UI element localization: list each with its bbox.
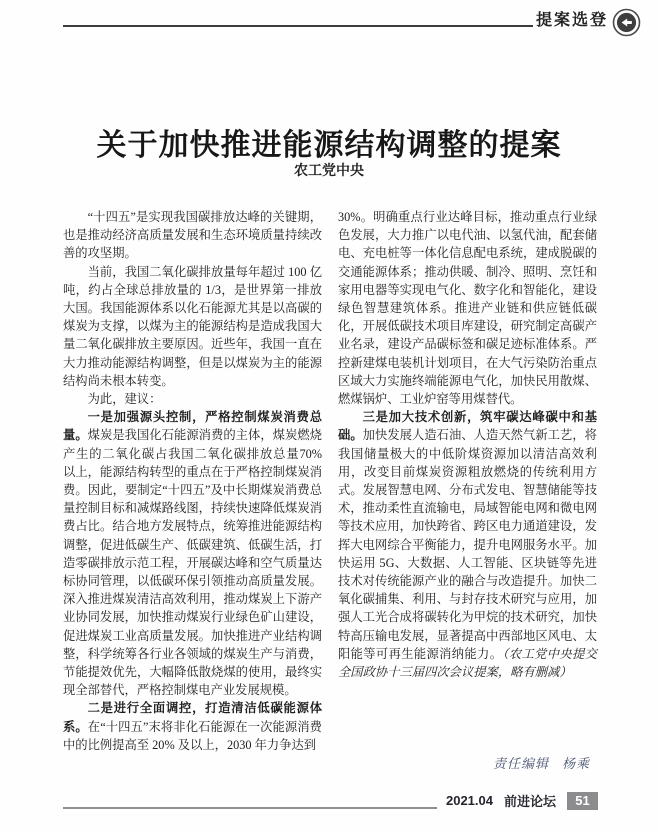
paragraph — [63, 263, 322, 390]
author: 农工党中央 — [294, 162, 364, 178]
footer-issue: 2021.04 — [445, 793, 493, 808]
paragraph — [63, 408, 322, 699]
page-title: 关于加快推进能源结构调整的提案 — [96, 129, 562, 163]
paragraph-text: 加快发展人造石油、人造天然气新工艺，将我国储量极大的中低阶煤资源加以清洁高效利用，改变目前煤炭资源粗放燃烧的传统利用方式。发展智慧电网、分布式发电、智慧储能等技术，推动柔性直流输电，局域智能电网和微电网等技术应用，加快跨省、跨区电力通道建设，发挥大电网综合平衡能力，提升电网服务水平。加快运用 5G、大数据、人工智能、区块链等先进技术对传统能源产业的融合与改造提升。加快二氧化碳捕集、利用、与封存技术研究与应用，加强人工光合成将碳转化为甲烷的技术研究，加快特高压输电发展，显著提高中西部地区风电、太阳能等可再生能源消纳能力。 — [338, 428, 597, 661]
editor-label: 责任编辑 — [492, 756, 549, 771]
paragraph-lead: 一是加强源头控制，严格控制煤炭消费总量。 — [63, 410, 322, 443]
footer — [437, 791, 598, 810]
header-rule — [63, 25, 533, 27]
footer-journal: 前进论坛 — [503, 794, 556, 809]
paragraph — [63, 390, 322, 408]
paragraph-text: 为此，建议： — [87, 392, 162, 407]
footer-rule — [63, 807, 437, 809]
section-label: 提案选登 — [536, 12, 609, 29]
body-column-right — [338, 208, 597, 681]
circled-left-arrow-icon — [612, 8, 641, 37]
paragraph — [63, 208, 322, 263]
paragraph — [63, 699, 322, 754]
paragraph-lead: 二是进行全面调控，打造清洁低碳能源体系。 — [63, 701, 322, 734]
page-number-badge: 51 — [567, 792, 598, 810]
paragraph-text: “十四五”是实现我国碳排放达峰的关键期，也是推动经济高质量发展和生态环境质量持续改善的攻坚期。 — [63, 210, 322, 261]
body-column-left — [63, 208, 322, 754]
editor-name: 杨乘 — [561, 756, 590, 771]
paragraph-text: 30%。明确重点行业达峰目标，推动重点行业绿色发展，大力推广以电代油、以氢代油，配套储电、充电桩等一体化信息配电系统，建成脱碳的交通能源体系；推动供暖、制冷、照明、烹饪和家用电器等实现电气化、数字化和智能化，建设绿色智慧建筑体系。推进产业链和供应链低碳化，开展低碳技术项目库建设，研究制定高碳产业名录，建设产品碳标签和碳足迹标准体系。严控新建煤电装机计划项目，在大气污染防治重点区域大力实施终端能源电气化，加快民用散煤、燃煤锅炉、工业炉窑等用煤替代。 — [338, 210, 597, 407]
source-note: （农工党中央提交全国政协十三届四次会议提案，略有删减） — [338, 646, 597, 680]
paragraph-text: 在“十四五”末将非化石能源在一次能源消费中的比例提高至 20% 及以上，2030 年力争达到 — [63, 719, 322, 752]
paragraph-text: 当前，我国二氧化碳排放量每年超过 100 亿吨，约占全球总排放量的 1/3，是世界第一排放大国。我国能源体系以化石能源尤其是以高碳的煤炭为支撑，以煤为主的能源结构是造成我国大量二氧化碳排放主要原因。近些年，我国一直在大力推动能源结构调整，但是以煤炭为主的能源结构尚未根本转变。 — [63, 264, 322, 388]
paragraph-text: 煤炭是我国化石能源消费的主体，煤炭燃烧产生的二氧化碳占我国二氧化碳排放总量70% 以上，能源结构转型的重点在于严格控制煤炭消费。因此，要制定“十四五”及中长期煤炭消费总量控制目标和减煤路线图，持续快速降低煤炭消费占比。结合地方发展特点，统筹推进能源结构调整，促进低碳生产、低碳建筑、低碳生活，打造零碳排放示范工程，开展碳达峰和空气质量达标协同管理，以低碳环保引领推动高质量发展。深入推进煤炭清洁高效利用，推动煤炭上下游产业协同发展，加快推动煤炭行业绿色矿山建设，促进煤炭工业高质量发展。加快推进产业结构调整，科学统筹各行业各领域的煤炭生产与消费，节能提效优先，大幅降低散烧煤的使用，最终实现全部替代，严格控制煤电产业发展规模。 — [63, 428, 322, 698]
paragraph — [338, 408, 597, 681]
paragraph — [338, 208, 597, 408]
paragraph-lead: 三是加大技术创新，筑牢碳达峰碳中和基础。 — [338, 410, 597, 443]
editor-credit — [338, 753, 590, 772]
